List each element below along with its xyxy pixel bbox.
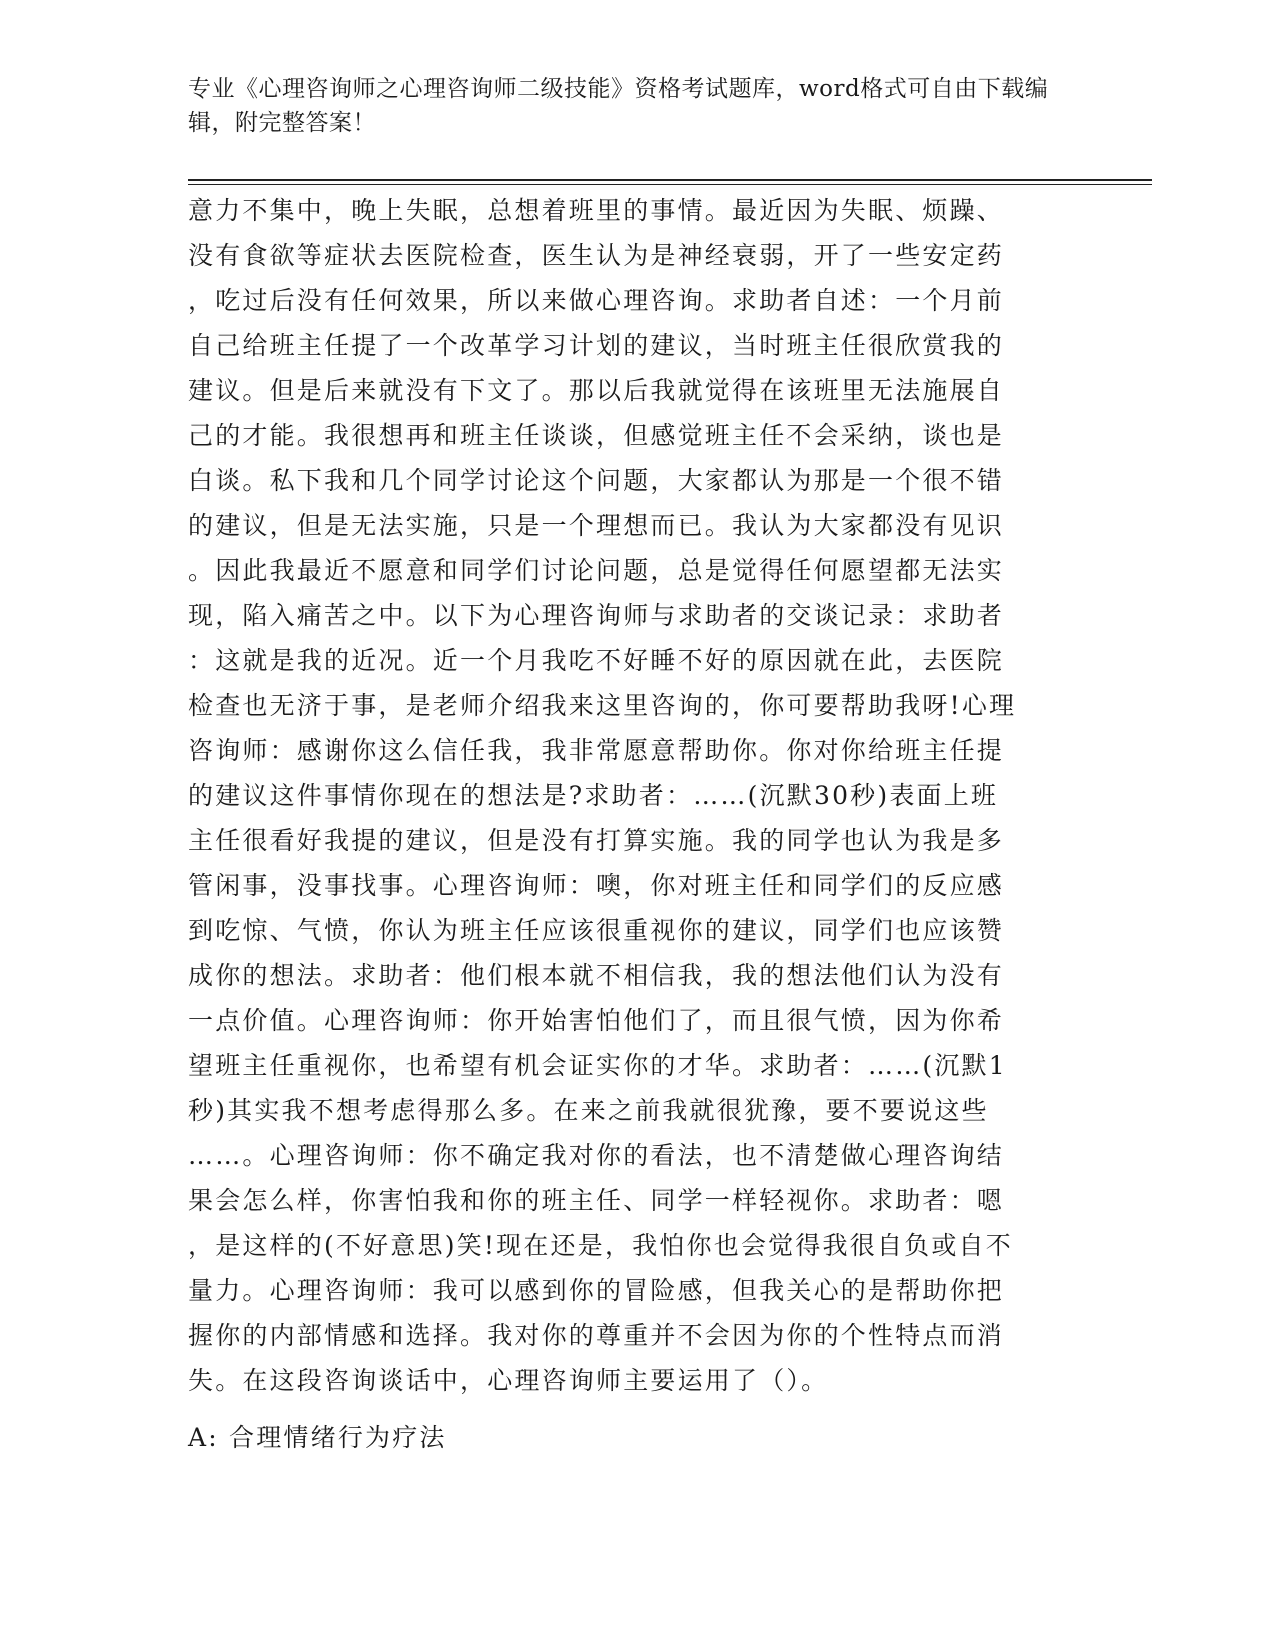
- text-line: 管闲事，没事找事。心理咨询师：噢，你对班主任和同学们的反应感: [188, 871, 1005, 900]
- header-divider-thin: [188, 184, 1152, 185]
- text-line: 握你的内部情感和选择。我对你的尊重并不会因为你的个性特点而消: [188, 1321, 1005, 1350]
- text-line: 的建议这件事情你现在的想法是?求助者：……(沉默30秒)表面上班: [188, 781, 999, 810]
- text-line: ，吃过后没有任何效果，所以来做心理咨询。求助者自述：一个月前: [188, 286, 1005, 315]
- text-line: 到吃惊、气愤，你认为班主任应该很重视你的建议，同学们也应该赞: [188, 916, 1005, 945]
- text-line: 现，陷入痛苦之中。以下为心理咨询师与求助者的交谈记录：求助者: [188, 601, 1005, 630]
- text-line: 量力。心理咨询师：我可以感到你的冒险感，但我关心的是帮助你把: [188, 1276, 1005, 1305]
- text-line: 秒)其实我不想考虑得那么多。在来之前我就很犹豫，要不要说这些: [188, 1096, 989, 1125]
- text-line: 成你的想法。求助者：他们根本就不相信我，我的想法他们认为没有: [188, 961, 1005, 990]
- text-line: 。因此我最近不愿意和同学们讨论问题，总是觉得任何愿望都无法实: [188, 556, 1005, 585]
- text-line: 建议。但是后来就没有下文了。那以后我就觉得在该班里无法施展自: [188, 376, 1005, 405]
- text-line: 失。在这段咨询谈话中，心理咨询师主要运用了（）。: [188, 1366, 829, 1395]
- text-line: 没有食欲等症状去医院检查，医生认为是神经衰弱，开了一些安定药: [188, 241, 1005, 270]
- text-line: 己的才能。我很想再和班主任谈谈，但感觉班主任不会采纳，谈也是: [188, 421, 1005, 450]
- text-line: 白谈。私下我和几个同学讨论这个问题，大家都认为那是一个很不错: [188, 466, 1005, 495]
- text-line: 的建议，但是无法实施，只是一个理想而已。我认为大家都没有见识: [188, 511, 1005, 540]
- text-line: ，是这样的(不好意思)笑!现在还是，我怕你也会觉得我很自负或自不: [188, 1231, 1013, 1260]
- text-line: 自己给班主任提了一个改革学习计划的建议，当时班主任很欣赏我的: [188, 331, 1005, 360]
- page-header: 专业《心理咨询师之心理咨询师二级技能》资格考试题库，word格式可自由下载编辑，附完整答案！: [188, 76, 1049, 136]
- header-divider: [188, 179, 1152, 181]
- text-line: 一点价值。心理咨询师：你开始害怕他们了，而且很气愤，因为你希: [188, 1006, 1005, 1035]
- text-line: ：这就是我的近况。近一个月我吃不好睡不好的原因就在此，去医院: [188, 646, 1005, 675]
- text-line: 咨询师：感谢你这么信任我，我非常愿意帮助你。你对你给班主任提: [188, 736, 1005, 765]
- text-line: 主任很看好我提的建议，但是没有打算实施。我的同学也认为我是多: [188, 826, 1005, 855]
- text-line: 检查也无济于事，是老师介绍我来这里咨询的，你可要帮助我呀!心理: [188, 691, 1017, 720]
- answer-option-a: A: 合理情绪行为疗法: [188, 1423, 447, 1452]
- text-line: ……。心理咨询师：你不确定我对你的看法，也不清楚做心理咨询结: [188, 1141, 1005, 1170]
- question-text: [188, 188, 1078, 1403]
- text-line: 望班主任重视你，也希望有机会证实你的才华。求助者：……(沉默1: [188, 1051, 1007, 1080]
- text-line: 果会怎么样，你害怕我和你的班主任、同学一样轻视你。求助者：嗯: [188, 1186, 1005, 1215]
- text-line: 意力不集中，晚上失眠，总想着班里的事情。最近因为失眠、烦躁、: [188, 196, 1005, 225]
